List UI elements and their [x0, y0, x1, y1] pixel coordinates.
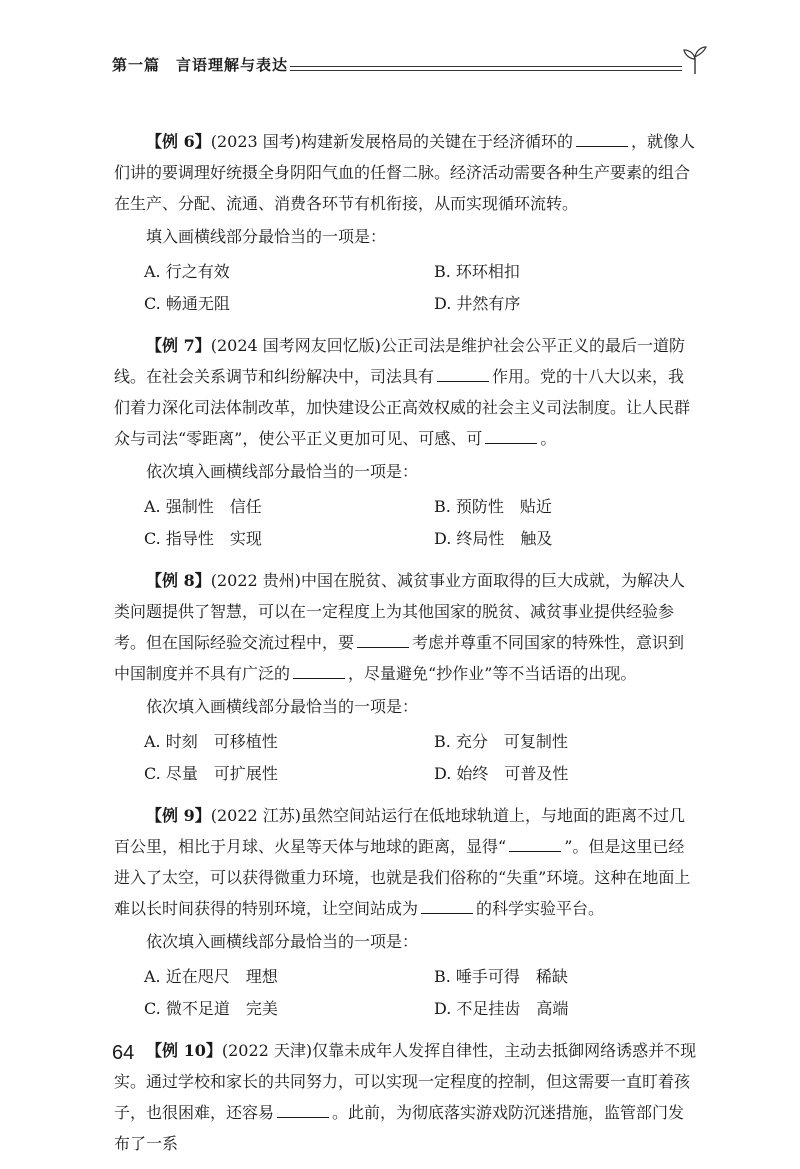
question-stem: [114, 565, 700, 689]
question-prompt: 填入画横线部分最恰当的一项是：: [146, 227, 387, 246]
stem-text: 的科学实验平台。: [476, 899, 605, 918]
page-number: 64: [112, 1042, 135, 1064]
sprout-icon: [682, 46, 708, 76]
option-a[interactable]: A. 行之有效: [144, 262, 230, 281]
stem-text: 。: [540, 429, 557, 448]
example-7: [114, 330, 700, 555]
option-b[interactable]: B. 唾手可得 稀缺: [434, 967, 568, 986]
question-stem: [114, 800, 700, 924]
example-label: 【例 9】: [146, 806, 211, 825]
question-stem: [114, 126, 700, 219]
answer-options: [144, 491, 700, 555]
option-a[interactable]: A. 近在咫尺 理想: [144, 967, 278, 986]
example-10: [114, 1035, 700, 1159]
stem-text: 公正司法是维护社会公平正义的最后一道防线。在社会关系调节和纠纷解决中，司法具有: [114, 336, 686, 386]
option-d[interactable]: D. 始终 可普及性: [434, 764, 569, 783]
example-9: [114, 800, 700, 1025]
stem-text: 构建新发展格局的关键在于经济循环的: [301, 132, 574, 151]
option-d[interactable]: D. 井然有序: [434, 294, 521, 313]
stem-text: 仅靠未成年人发挥自律性，主动去抵御网络诱惑并不现实。通过学校和家长的共同努力，可以实现一定程度的控制，但这需要一直盯着孩子，也很困难，还容易: [114, 1041, 697, 1122]
question-stem: [114, 1035, 700, 1159]
option-d[interactable]: D. 不足挂齿 高端: [434, 999, 569, 1018]
question-stem: [114, 330, 700, 454]
option-b[interactable]: B. 预防性 贴近: [434, 497, 552, 516]
example-label: 【例 10】: [146, 1041, 222, 1060]
answer-options: [144, 256, 700, 320]
page-content: [114, 126, 700, 1169]
fill-blank: [277, 1099, 329, 1118]
fill-blank: [357, 629, 409, 648]
question-prompt: 依次填入画横线部分最恰当的一项是：: [146, 697, 419, 716]
example-6: [114, 126, 700, 320]
stem-text: 。此前，为彻底落实游戏防沉迷措施，监管部门发布了一系: [114, 1103, 685, 1153]
fill-blank: [293, 660, 345, 679]
example-label: 【例 6】: [146, 132, 211, 151]
option-c[interactable]: C. 微不足道 完美: [144, 999, 278, 1018]
fill-blank: [509, 833, 561, 852]
stem-text: ，就像人们讲的要调理好统摄全身阴阳气血的任督二脉。经济活动需要各种生产要素的组合在生产、分配、流通、消费各环节有机衔接，从而实现循环流转。: [114, 132, 696, 213]
answer-options: [144, 726, 700, 790]
option-a[interactable]: A. 时刻 可移植性: [144, 732, 278, 751]
option-c[interactable]: C. 尽量 可扩展性: [144, 764, 278, 783]
example-source: (2022 贵州): [210, 571, 302, 590]
stem-text: ，尽量避免“抄作业”等不当话语的出现。: [348, 664, 637, 683]
example-label: 【例 8】: [146, 571, 211, 590]
fill-blank: [437, 363, 489, 382]
fill-blank: [421, 895, 473, 914]
example-8: [114, 565, 700, 790]
fill-blank: [576, 128, 628, 147]
question-prompt: 依次填入画横线部分最恰当的一项是：: [146, 462, 419, 481]
stem-text: ”。但是这里已经进入了太空，可以获得微重力环境，也就是我们俗称的“失重”环境。这种在地面上难以长时间获得的特别环境，让空间站成为: [114, 837, 691, 918]
stem-text: 考虑并尊重不同国家的特殊性，意识到中国制度并不具有广泛的: [114, 633, 685, 683]
stem-text: 中国在脱贫、减贫事业方面取得的巨大成就，为解决人类问题提供了智慧，可以在一定程度上为其他国家的脱贫、减贫事业提供经验参考。但在国际经验交流过程中，要: [114, 571, 686, 652]
example-source: (2022 江苏): [210, 806, 302, 825]
example-source: (2022 天津): [221, 1041, 313, 1060]
example-source: (2024 国考网友回忆版): [210, 336, 382, 355]
question-prompt: 依次填入画横线部分最恰当的一项是：: [146, 932, 419, 951]
option-b[interactable]: B. 充分 可复制性: [434, 732, 568, 751]
option-d[interactable]: D. 终局性 触及: [434, 529, 553, 548]
option-c[interactable]: C. 畅通无阻: [144, 294, 230, 313]
option-a[interactable]: A. 强制性 信任: [144, 497, 262, 516]
stem-text: 虽然空间站运行在低地球轨道上，与地面的距离不过几百公里，相比于月球、火星等天体与地球的距离，显得“: [114, 806, 686, 856]
answer-options: [144, 961, 700, 1025]
option-b[interactable]: B. 环环相扣: [434, 262, 520, 281]
header-rule-second: [290, 70, 682, 71]
option-c[interactable]: C. 指导性 实现: [144, 529, 262, 548]
example-source: (2023 国考): [210, 132, 302, 151]
header-rule: [290, 66, 682, 67]
chapter-title: 第一篇 言语理解与表达: [112, 56, 289, 74]
running-header: [112, 54, 702, 80]
fill-blank: [485, 425, 537, 444]
stem-text: 作用。党的十八大以来，我们着力深化司法体制改革，加快建设公正高效权威的社会主义司法制度。让人民群众与司法“零距离”，使公平正义更加可见、可感、可: [114, 367, 691, 448]
example-label: 【例 7】: [146, 336, 211, 355]
